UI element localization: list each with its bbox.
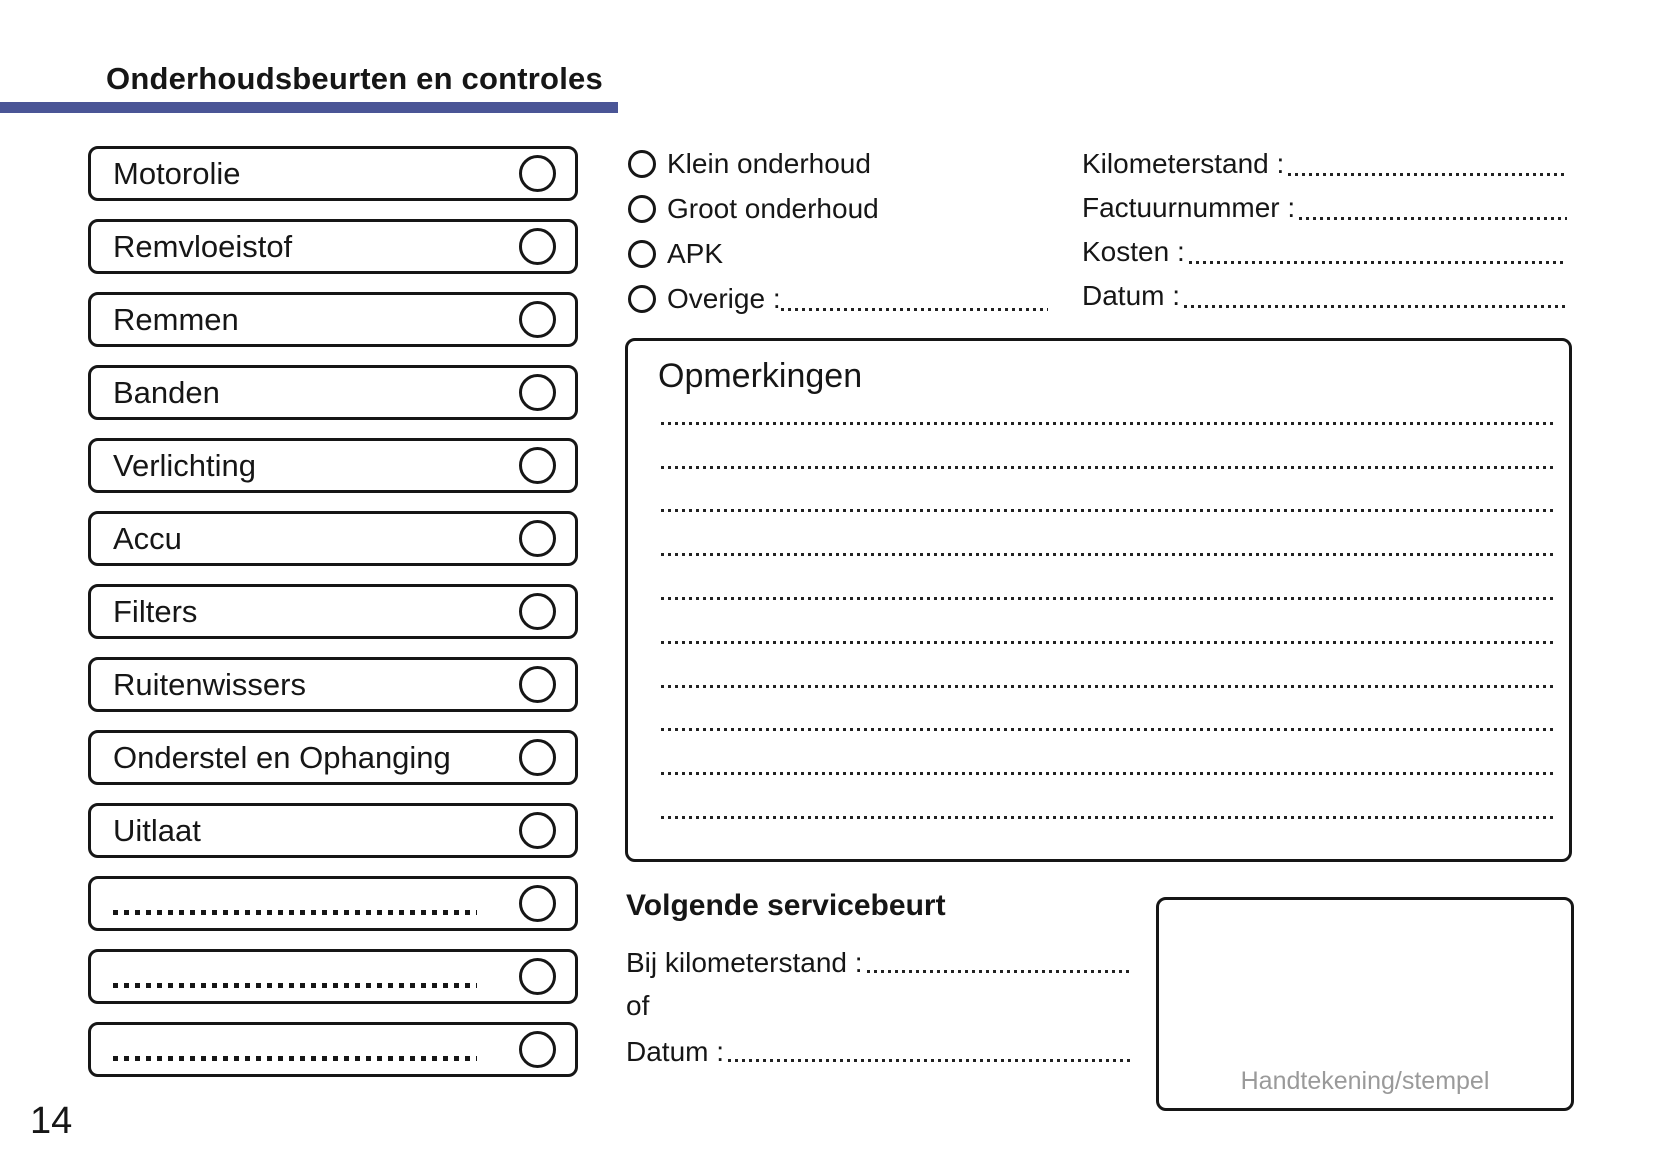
- check-circle[interactable]: [519, 593, 556, 630]
- checklist-item-blank: [88, 949, 578, 1004]
- next-service-title: Volgende servicebeurt: [626, 889, 946, 922]
- service-type-label: Klein onderhoud: [667, 147, 871, 179]
- signature-label: Handtekening/stempel: [1240, 1067, 1490, 1095]
- check-circle[interactable]: [519, 520, 556, 557]
- factuurnummer-write-in-line[interactable]: [1299, 217, 1567, 220]
- checklist-item: [88, 584, 578, 639]
- checklist-item-label: Remvloeistof: [113, 228, 293, 264]
- check-circle[interactable]: [519, 812, 556, 849]
- radio-circle[interactable]: [628, 240, 656, 268]
- checklist-item-label: Banden: [113, 374, 220, 410]
- radio-circle[interactable]: [628, 285, 656, 313]
- field-row: [1082, 142, 1567, 186]
- service-type-label: Groot onderhoud: [667, 192, 879, 224]
- datum-write-in-line[interactable]: [1184, 305, 1567, 308]
- check-circle[interactable]: [519, 739, 556, 776]
- field-label: Datum :: [1082, 280, 1181, 311]
- check-circle[interactable]: [519, 228, 556, 265]
- next-service-km-label: Bij kilometerstand :: [626, 947, 863, 978]
- service-type-label: APK: [667, 237, 724, 269]
- remarks-line[interactable]: [661, 556, 1553, 600]
- service-details: [1082, 142, 1567, 318]
- field-row: [1082, 230, 1567, 274]
- checklist-item: [88, 365, 578, 420]
- checklist-item: [88, 730, 578, 785]
- checklist-item: [88, 657, 578, 712]
- check-circle[interactable]: [519, 374, 556, 411]
- accent-bar: [0, 102, 618, 113]
- checklist-item-label: Filters: [113, 593, 198, 629]
- overige-write-in-line[interactable]: [781, 308, 1048, 311]
- next-service-or-label: of: [626, 990, 650, 1021]
- blank-write-in-line[interactable]: [113, 910, 477, 915]
- check-circle[interactable]: [519, 155, 556, 192]
- check-circle[interactable]: [519, 958, 556, 995]
- service-type-option: [628, 231, 1048, 276]
- kilometerstand-write-in-line[interactable]: [1288, 173, 1567, 176]
- next-service-date-row: [626, 1032, 1132, 1072]
- checklist-item-label: Remmen: [113, 301, 239, 337]
- remarks-line[interactable]: [661, 688, 1553, 732]
- remarks-title: Opmerkingen: [658, 357, 863, 395]
- check-circle[interactable]: [519, 301, 556, 338]
- checklist: [88, 146, 578, 1077]
- checklist-item: [88, 219, 578, 274]
- checklist-item: [88, 438, 578, 493]
- checklist-item: [88, 292, 578, 347]
- remarks-lines: [661, 381, 1553, 819]
- checklist-item-label: Accu: [113, 520, 182, 556]
- remarks-line[interactable]: [661, 644, 1553, 688]
- page-number: 14: [30, 1100, 73, 1142]
- field-label: Kilometerstand :: [1082, 148, 1285, 179]
- signature-box[interactable]: [1156, 897, 1574, 1111]
- service-type-option: [628, 141, 1048, 186]
- remarks-line[interactable]: [661, 469, 1553, 513]
- blank-write-in-line[interactable]: [113, 1056, 477, 1061]
- field-row: [1082, 274, 1567, 318]
- remarks-line[interactable]: [661, 775, 1553, 819]
- field-label: Kosten :: [1082, 236, 1185, 267]
- remarks-line[interactable]: [661, 381, 1553, 425]
- checklist-item: [88, 803, 578, 858]
- checklist-item-label: Onderstel en Ophanging: [113, 739, 451, 775]
- blank-write-in-line[interactable]: [113, 983, 477, 988]
- remarks-box: [625, 338, 1572, 862]
- remarks-line[interactable]: [661, 512, 1553, 556]
- next-service-km-row: [626, 943, 1131, 983]
- service-type-options: [628, 141, 1048, 321]
- check-circle[interactable]: [519, 447, 556, 484]
- checklist-item-label: Motorolie: [113, 155, 241, 191]
- checklist-item: [88, 511, 578, 566]
- radio-circle[interactable]: [628, 195, 656, 223]
- checklist-item-label: Verlichting: [113, 447, 257, 483]
- next-service-date-write-in-line[interactable]: [728, 1059, 1132, 1062]
- checklist-item-blank: [88, 876, 578, 931]
- service-type-option: [628, 276, 1048, 321]
- kosten-write-in-line[interactable]: [1189, 261, 1567, 264]
- check-circle[interactable]: [519, 885, 556, 922]
- next-service-km-write-in-line[interactable]: [867, 970, 1131, 973]
- remarks-line[interactable]: [661, 600, 1553, 644]
- remarks-line[interactable]: [661, 731, 1553, 775]
- service-type-label: Overige :: [667, 282, 781, 314]
- checklist-item-label: Uitlaat: [113, 812, 201, 848]
- checklist-item-blank: [88, 1022, 578, 1077]
- field-label: Factuurnummer :: [1082, 192, 1296, 223]
- checklist-item: [88, 146, 578, 201]
- checklist-item-label: Ruitenwissers: [113, 666, 306, 702]
- check-circle[interactable]: [519, 1031, 556, 1068]
- remarks-line[interactable]: [661, 425, 1553, 469]
- service-type-option: [628, 186, 1048, 231]
- check-circle[interactable]: [519, 666, 556, 703]
- next-service-date-label: Datum :: [626, 1036, 725, 1067]
- radio-circle[interactable]: [628, 150, 656, 178]
- field-row: [1082, 186, 1567, 230]
- page-title: Onderhoudsbeurten en controles: [106, 61, 603, 96]
